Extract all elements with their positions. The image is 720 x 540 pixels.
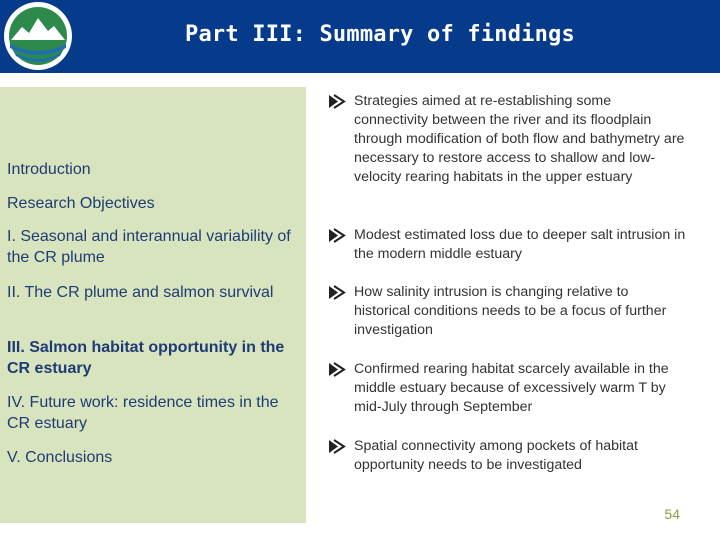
finding-bullet [328, 360, 688, 417]
finding-bullet [328, 92, 688, 187]
finding-text: Strategies aimed at re-establishing some connectivity between the river and its floodplain through modification of both flow and bathymetry are necessary to restore access to shallow and low-velocity rearing habitats in the upper estuary [354, 93, 685, 185]
mountain-logo-icon [2, 0, 74, 72]
slide-title: Part III: Summary of findings [185, 22, 575, 47]
finding-text: Spatial connectivity among pockets of habitat opportunity needs to be investigated [354, 438, 638, 473]
page-number: 54 [664, 506, 680, 522]
arrow-bullet-icon [328, 360, 348, 379]
arrow-bullet-icon [328, 437, 348, 456]
nav-item-introduction[interactable]: Introduction [7, 161, 91, 178]
finding-text: Confirmed rearing habitat scarcely available in the middle estuary because of excessively warm T by mid-July through September [354, 361, 669, 415]
nav-item-part-4[interactable]: IV. Future work: residence times in the CR estuary [7, 394, 279, 432]
sidebar-nav [0, 87, 306, 523]
finding-bullet [328, 226, 688, 264]
nav-item-part-1[interactable]: I. Seasonal and interannual variability of the CR plume [7, 228, 291, 266]
arrow-bullet-icon [328, 283, 348, 302]
arrow-bullet-icon [328, 226, 348, 245]
slide-header [0, 0, 720, 73]
nav-item-part-2[interactable]: II. The CR plume and salmon survival [7, 284, 274, 301]
finding-text: Modest estimated loss due to deeper salt intrusion in the modern middle estuary [354, 227, 686, 262]
finding-bullet [328, 437, 688, 475]
arrow-bullet-icon [328, 92, 348, 111]
finding-bullet [328, 283, 688, 340]
nav-item-part-5[interactable]: V. Conclusions [7, 449, 113, 466]
finding-text: How salinity intrusion is changing relative to historical conditions needs to be a focus of further investigation [354, 284, 667, 338]
nav-item-research-objectives[interactable]: Research Objectives [7, 195, 155, 212]
nav-item-part-3[interactable]: III. Salmon habitat opportunity in the CR estuary [7, 339, 285, 377]
